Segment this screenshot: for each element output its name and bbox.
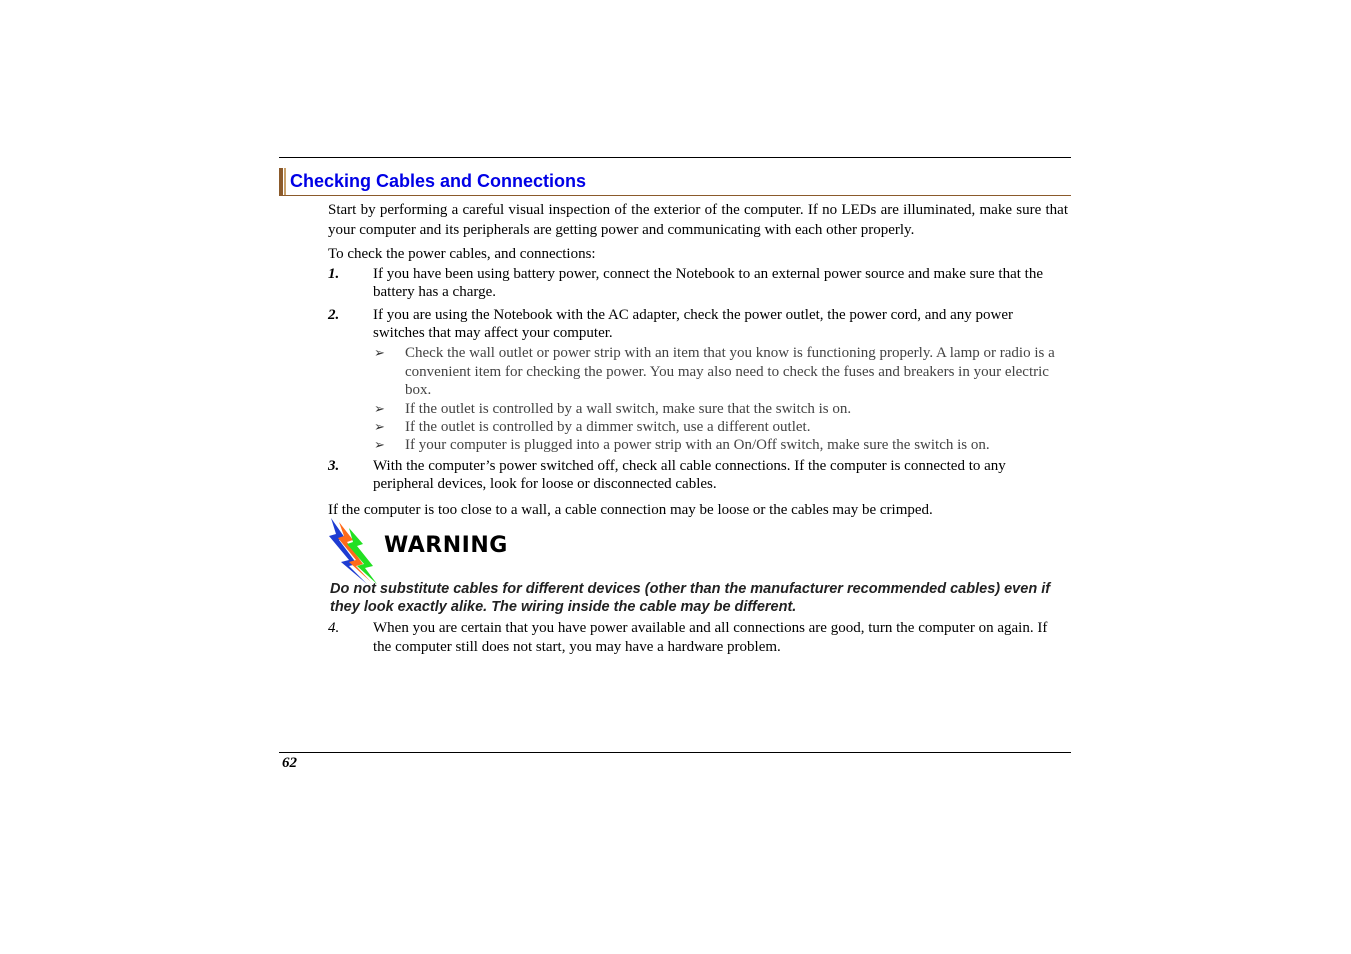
step-number: 1.	[328, 266, 340, 282]
bullet-text: If your computer is plugged into a power strip with an On/Off switch, make sure the switch is on.	[405, 437, 990, 453]
step-number: 2.	[328, 307, 340, 323]
step-text: If you are using the Notebook with the AC adapter, check the power outlet, the power cord, and any power switches that may affect your computer.	[373, 307, 1014, 341]
bullet-text: If the outlet is controlled by a dimmer switch, use a different outlet.	[405, 419, 811, 435]
bullet-text: Check the wall outlet or power strip with an item that you know is functioning properly. A lamp or radio is a convenient item for checking the power. You may also need to check the fuses and breakers in your electric box.	[405, 345, 1055, 398]
step-text: When you are certain that you have power available and all connections are good, turn the computer on again. If the computer still does not start, you may have a hardware problem.	[373, 620, 1048, 655]
arrow-bullet-icon: ➢	[374, 345, 385, 360]
step-text: If you have been using battery power, connect the Notebook to an external power source and make sure that the battery has a charge.	[373, 266, 1043, 300]
top-rule	[279, 157, 1071, 158]
section-heading: Checking Cables and Connections	[290, 171, 587, 191]
intro-paragraph: Start by performing a careful visual inspection of the exterior of the computer. If no LEDs are illuminated, make sure that your computer and its peripherals are getting power and communicating with each other properly.	[328, 202, 1068, 238]
step-number: 3.	[328, 458, 340, 474]
arrow-bullet-icon: ➢	[374, 419, 385, 434]
note-paragraph: If the computer is too close to a wall, a cable connection may be loose or the cables may be crimped.	[328, 502, 933, 518]
page-number: 62	[282, 755, 297, 771]
bullet-text: If the outlet is controlled by a wall switch, make sure that the switch is on.	[405, 401, 852, 417]
arrow-bullet-icon: ➢	[374, 401, 385, 416]
lead-in-text: To check the power cables, and connections:	[328, 246, 596, 262]
arrow-bullet-icon: ➢	[374, 437, 385, 452]
step-text: With the computer’s power switched off, check all cable connections. If the computer is connected to any peripheral devices, look for loose or disconnected cables.	[373, 458, 1006, 492]
lightning-bolt-icon	[327, 518, 379, 584]
bottom-rule	[279, 752, 1071, 753]
heading-accent-bar-light	[284, 168, 286, 195]
warning-text: Do not substitute cables for different devices (other than the manufacturer recommended cables) even if they look exactly alike. The wiring inside the cable may be different.	[330, 581, 1051, 615]
section-heading-block	[279, 168, 1071, 196]
step-number: 4.	[328, 620, 340, 636]
warning-title: WARNING	[384, 533, 508, 558]
heading-accent-bar	[279, 168, 283, 195]
